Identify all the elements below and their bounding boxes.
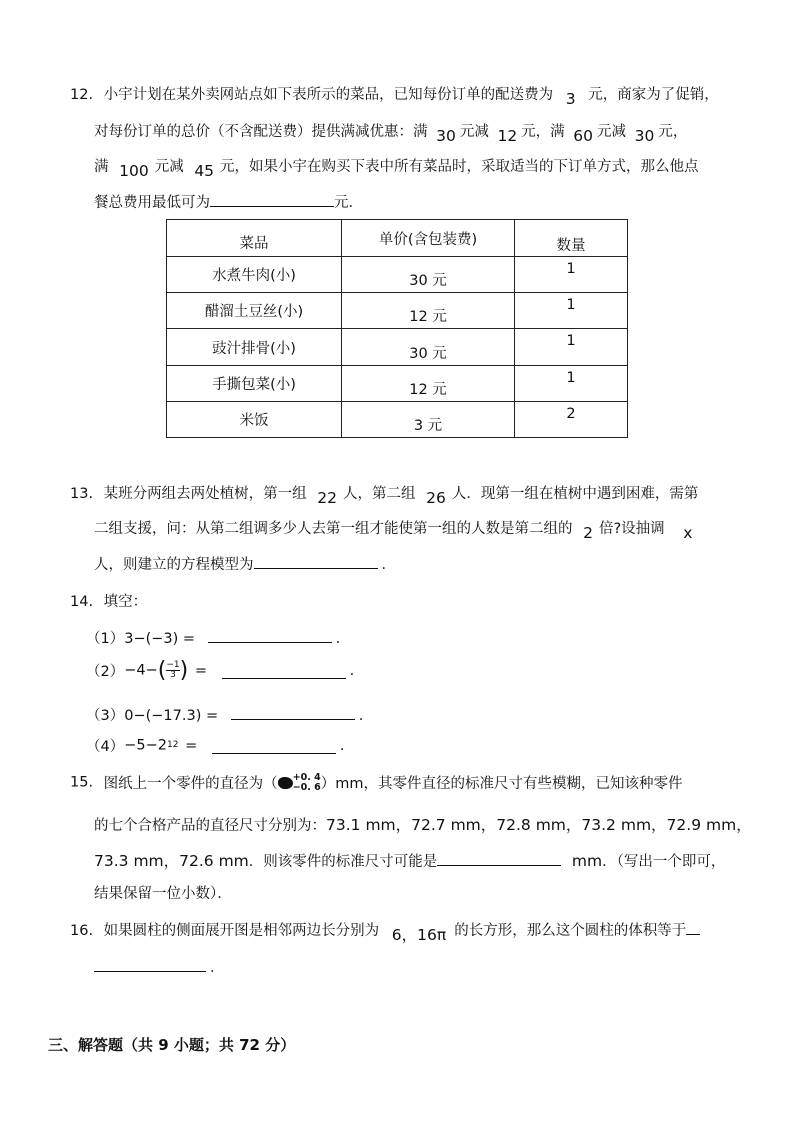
q12-line-3: 满 100 元减 45 元，如果小宇在购买下表中所有菜品时，采取适当的下订单方式，那么他点 — [94, 159, 699, 180]
q16-answer-blank-part1[interactable] — [686, 919, 700, 935]
dish-price: 3 元 — [342, 401, 515, 437]
q15-number: 15. — [70, 774, 94, 791]
dish-qty: 1 — [515, 365, 628, 401]
q14-part-3: （3）0−(−17.3) = . — [86, 704, 363, 725]
header-dish: 菜品 — [167, 220, 342, 257]
q15-line-2: 的七个合格产品的直径尺寸分别为：73.1 mm，72.7 mm，72.8 mm，73.2 mm，72.9 mm， — [94, 816, 752, 834]
table-header-row — [167, 220, 628, 257]
dish-name: 豉汁排骨(小) — [167, 329, 342, 365]
q14-4-fraction: 12 — [166, 740, 179, 750]
q13-line-2: 二组支援，问：从第二组调多少人去第一组才能使第一组的人数是第二组的 2 倍?设抽调 x — [94, 521, 693, 542]
table-row — [167, 329, 628, 365]
dish-name: 米饭 — [167, 401, 342, 437]
dish-name: 水煮牛肉(小) — [167, 257, 342, 293]
dish-price: 30 元 — [342, 329, 515, 365]
q16-line-2: ． — [94, 956, 225, 977]
dish-qty: 1 — [515, 257, 628, 293]
q14-2-answer-blank[interactable] — [222, 663, 346, 679]
q14-1-answer-blank[interactable] — [208, 627, 332, 643]
table-row — [167, 257, 628, 293]
table-row — [167, 401, 628, 437]
dish-price: 30 元 — [342, 257, 515, 293]
q14-line-title: 14. 填空： — [70, 594, 148, 610]
q14-part-2: （2）−4−( $\frac{-1}{3}$ ) = . — [86, 658, 355, 683]
dish-qty: 1 — [515, 293, 628, 329]
q12-line-2: 对每份订单的总价（不含配送费）提供满减优惠：满 30 元减 12 元，满 60 元减 30 元， — [94, 124, 688, 145]
dish-qty: 1 — [515, 329, 628, 365]
tolerance: +0. 4 −0. 6 — [292, 771, 321, 793]
q12-number: 12. — [70, 87, 94, 103]
q13-answer-blank[interactable] — [254, 553, 378, 569]
q16-line-1: 16. 如果圆柱的侧面展开图是相邻两边长分别为 6，16π 的长方形，那么这个圆柱的体积等于 — [70, 918, 700, 940]
table-row — [167, 293, 628, 329]
q14-part-1: （1）3−(−3) = . — [86, 627, 340, 648]
q14-2-fraction: $\frac{-1}{3}$ — [166, 660, 180, 680]
q14-3-answer-blank[interactable] — [231, 704, 355, 720]
q15-line-4: 结果保留一位小数）． — [94, 886, 232, 902]
dish-qty: 2 — [515, 401, 628, 437]
q14-number: 14. — [70, 594, 94, 610]
q14-4-answer-blank[interactable] — [212, 738, 336, 754]
menu-table — [166, 219, 628, 438]
section-title: 三、解答题（共 9 小题；共 72 分） — [48, 1036, 296, 1054]
q13-line-3: 人，则建立的方程模型为 ． — [94, 553, 396, 574]
q14-part-4: （4）−5−212 = . — [86, 737, 345, 755]
q12-line-1: 12. 小宇计划在某外卖网站点如下表所示的菜品，已知每份订单的配送费为 3 元，商家为了促销， — [70, 87, 719, 108]
q13-number: 13. — [70, 486, 94, 502]
q13-line-1: 13. 某班分两组去两处植树，第一组 22 人，第二组 26 人．现第一组在植树中遇到困难，需第 — [70, 486, 699, 507]
table-row — [167, 365, 628, 401]
header-qty: 数量 — [515, 220, 628, 257]
dish-name: 手撕包菜(小) — [167, 365, 342, 401]
q16-number: 16. — [70, 923, 94, 939]
blurred-value-icon — [278, 777, 293, 789]
header-price: 单价(含包装费) — [342, 220, 515, 257]
dish-name: 醋溜土豆丝(小) — [167, 293, 342, 329]
q12-answer-blank[interactable] — [210, 191, 334, 207]
dish-price: 12 元 — [342, 293, 515, 329]
dish-price: 12 元 — [342, 365, 515, 401]
q15-answer-blank[interactable] — [437, 850, 561, 866]
q15-line-3: 73.3 mm，72.6 mm．则该零件的标准尺寸可能是 mm．（写出一个即可， — [94, 852, 726, 870]
q15-line-1: 15. 图纸上一个零件的直径为（ +0. 4 −0. 6 ）mm，其零件直径的标准尺寸有些模糊，已知该种零件 — [70, 771, 683, 793]
q16-answer-blank-part2[interactable] — [94, 956, 206, 972]
q12-line-4: 餐总费用最低可为 元． — [94, 191, 363, 212]
